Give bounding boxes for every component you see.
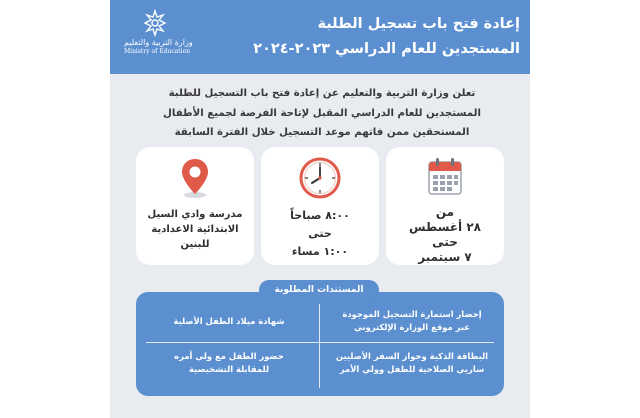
time-end: ١:٠٠ مساء <box>291 245 349 258</box>
logo-english-name: Ministry of Education <box>124 48 191 55</box>
document-item <box>323 350 501 376</box>
time-until-label: حتى <box>308 227 332 240</box>
document-item <box>140 315 318 328</box>
intro-line-3: المستحقين ممن فاتهم موعد التسجيل خلال الفترة السابقة <box>174 127 470 138</box>
date-end: ٧ سبتمبر <box>418 250 472 264</box>
document-3-line-1: البطاقة الذكية وجواز السفر الأصليين <box>335 351 489 361</box>
header-banner <box>110 0 530 74</box>
title-line-1: إعادة فتح باب تسجيل الطلبة <box>317 16 520 32</box>
school-line-2: الابتدائية الاعدادية <box>151 224 239 235</box>
school-line-3: للبنين <box>180 239 210 250</box>
document-2-line-1: شهادة ميلاد الطفل الأصلية <box>173 316 285 326</box>
page-title <box>200 12 520 62</box>
documents-divider-vertical <box>319 304 320 388</box>
intro-paragraph <box>124 84 520 143</box>
documents-panel <box>136 292 504 396</box>
document-item <box>323 308 501 334</box>
documents-title: المستندات المطلوبة <box>259 280 379 300</box>
ministry-emblem-icon <box>140 8 170 38</box>
document-item <box>140 350 318 376</box>
time-card <box>261 147 379 265</box>
document-4-line-2: للمقابلة التشخيصية <box>188 364 270 374</box>
location-pin-icon <box>179 157 211 199</box>
intro-line-2: المستجدين للعام الدراسي المقبل لإتاحة الفرصة لجميع الأطفال <box>163 107 481 119</box>
announcement-poster <box>110 0 530 418</box>
school-line-1: مدرسة وادي السيل <box>147 209 243 220</box>
logo-arabic-name: وزارة التربية والتعليم <box>124 38 193 47</box>
title-line-2: المستجدين للعام الدراسي ٢٠٢٣-٢٠٢٤ <box>253 41 520 57</box>
clock-icon <box>299 157 341 199</box>
location-card <box>136 147 254 265</box>
document-3-line-2: ساريي الصلاحية للطفل وولي الأمر <box>339 364 485 374</box>
time-range <box>261 207 379 261</box>
document-1-line-2: عبر موقع الوزارة الإلكتروني <box>353 322 471 332</box>
date-from-label: من <box>435 205 455 219</box>
school-name <box>136 207 254 252</box>
document-4-line-1: حضور الطفل مع ولي أمره <box>174 351 284 361</box>
date-range <box>386 205 504 265</box>
document-1-line-1: إحضار استمارة التسجيل الموجودة <box>342 309 482 319</box>
date-card <box>386 147 504 265</box>
date-until-label: حتى <box>432 235 458 249</box>
date-start: ٢٨ أغسطس <box>408 220 481 234</box>
ministry-logo <box>124 8 193 64</box>
documents-divider-horizontal <box>146 342 494 343</box>
time-start: ٨:٠٠ صباحاً <box>290 209 350 222</box>
intro-line-1: تعلن وزارة التربية والتعليم عن إعادة فتح باب التسجيل للطلبة <box>168 88 476 99</box>
calendar-icon <box>428 157 462 195</box>
